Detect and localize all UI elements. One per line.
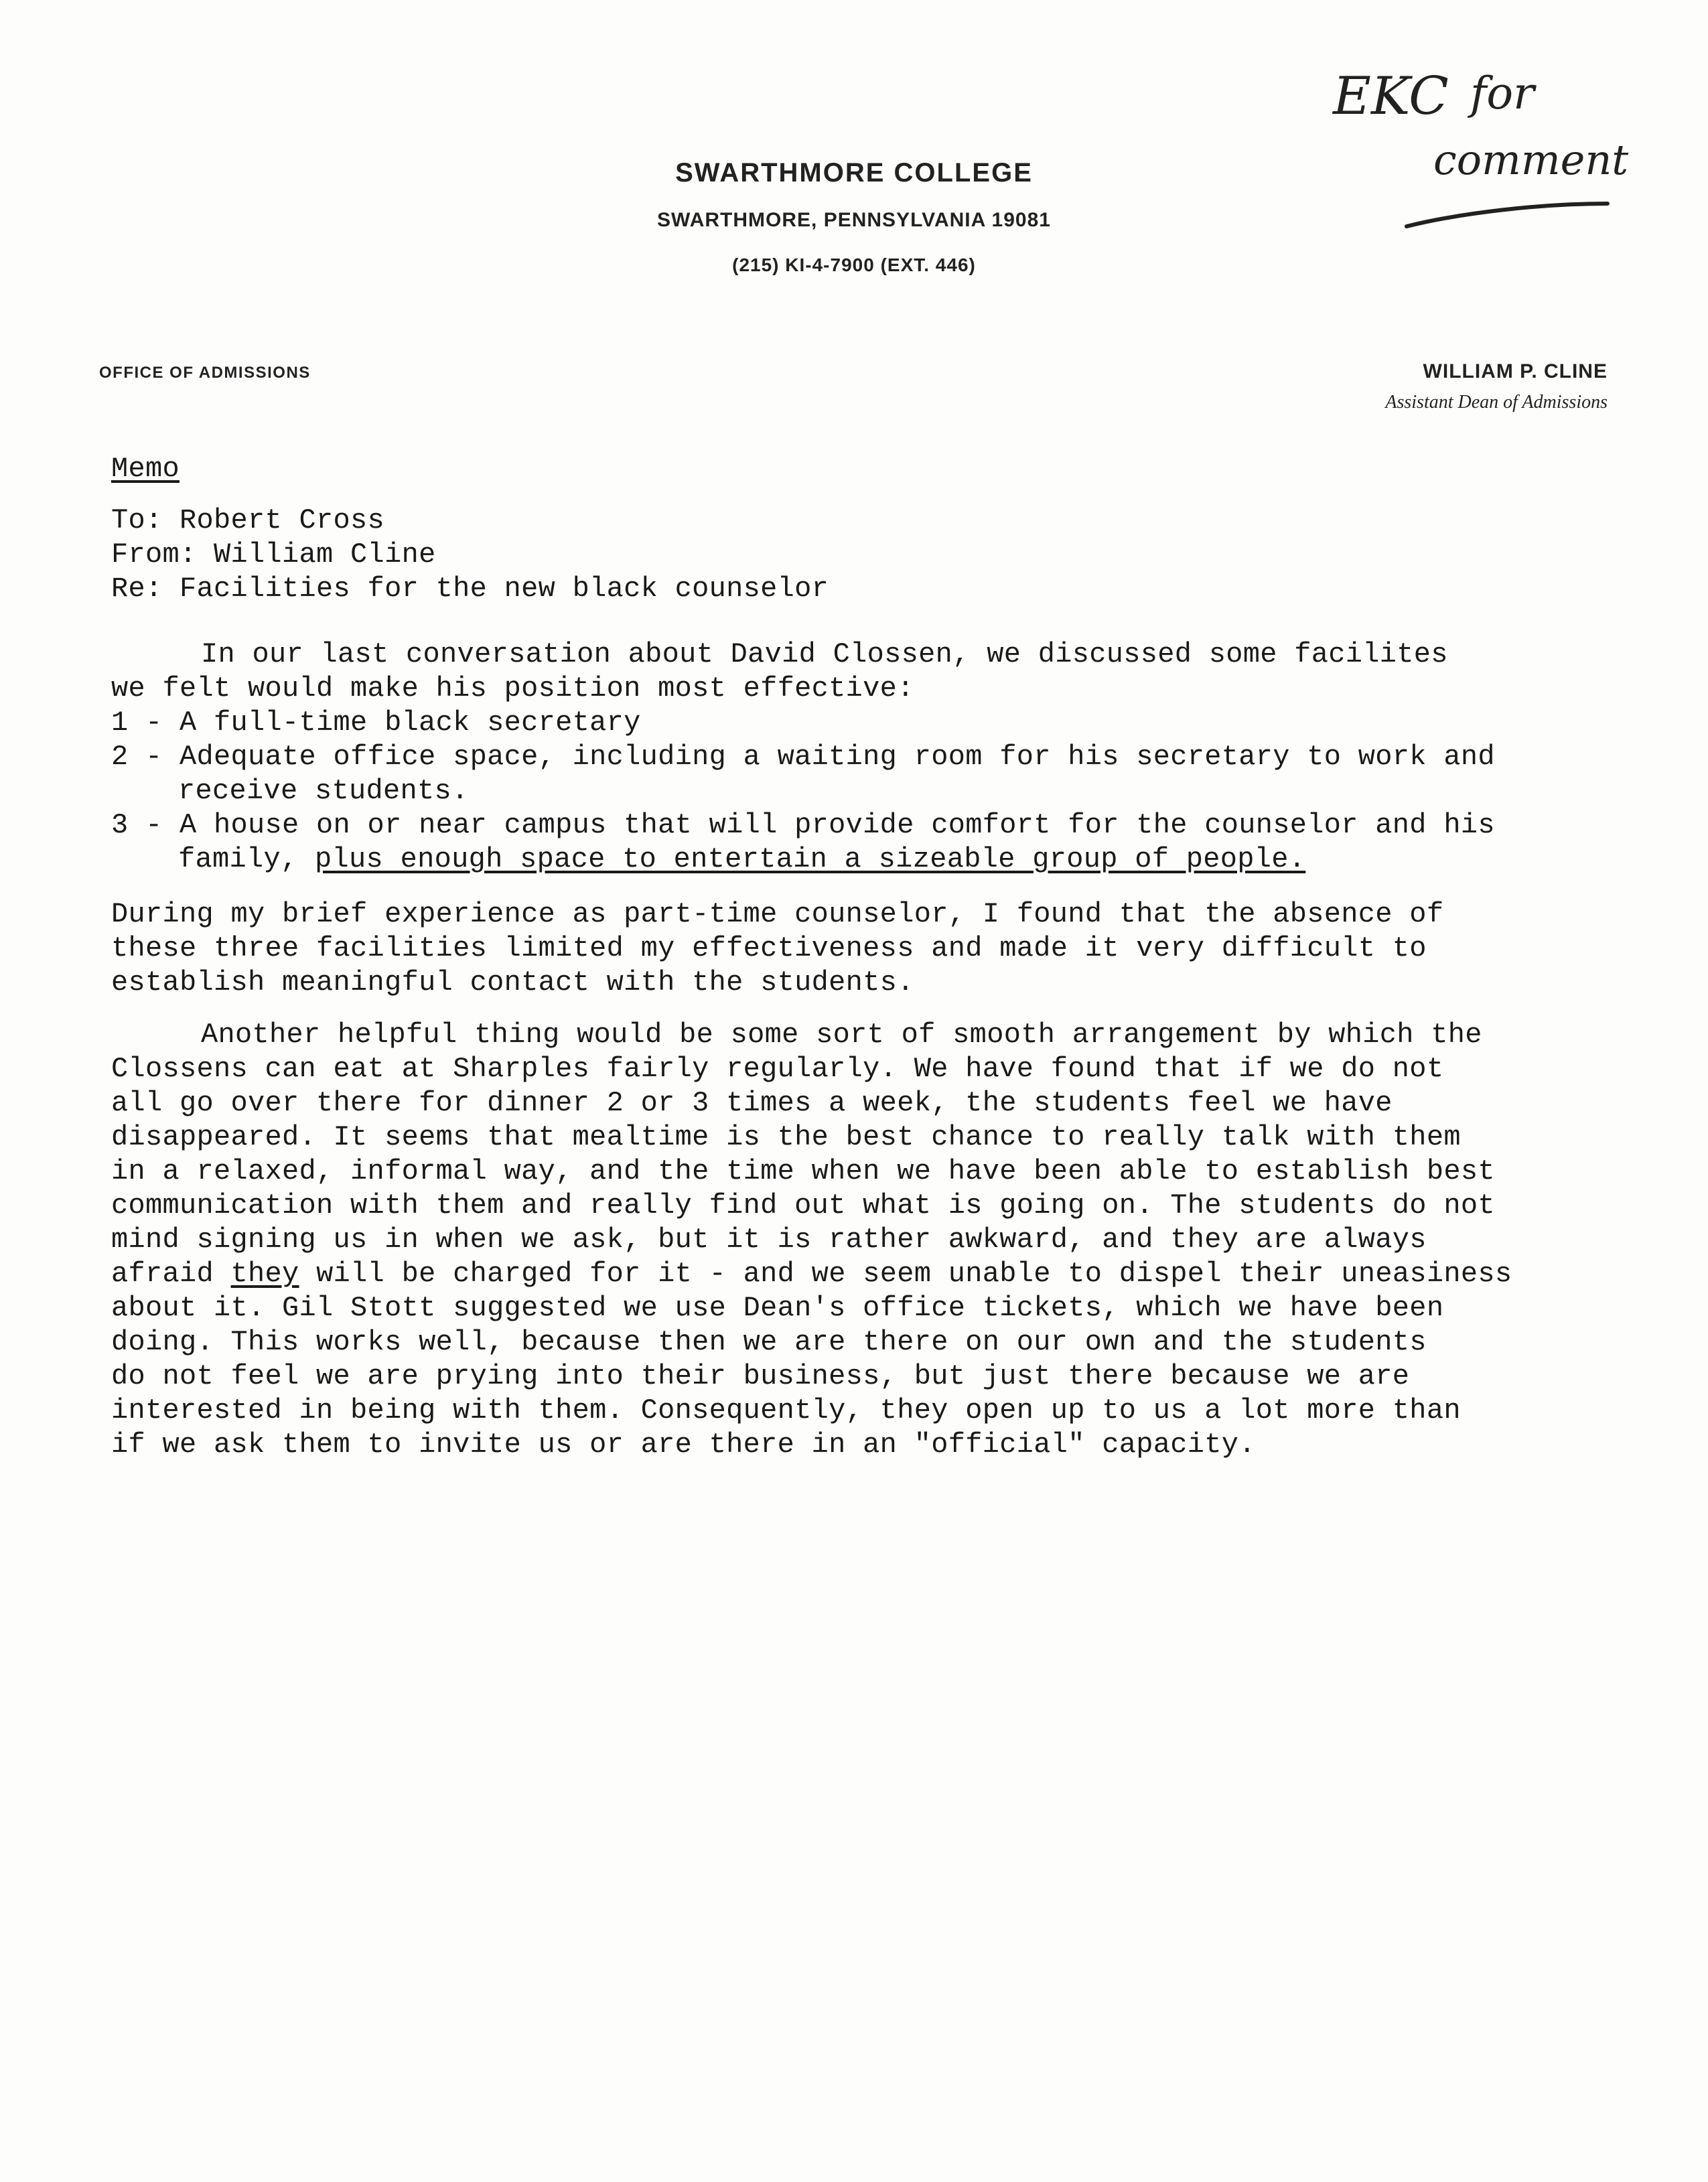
memo-to: To: Robert Cross: [111, 504, 385, 536]
list-item-continuation: receive students.: [178, 775, 469, 807]
text-line: about it. Gil Stott suggested we use Dean's office tickets, which we have been: [111, 1292, 1444, 1324]
text-line: During my brief experience as part-time counselor, I found that the absence of: [111, 898, 1444, 930]
office-name: OFFICE OF ADMISSIONS: [99, 364, 311, 382]
underlined-text: plus enough space to entertain a sizeable group of people.: [315, 843, 1306, 875]
text-line: [111, 1018, 1585, 1052]
text-line: doing. This works well, because then we are there on our own and the students: [111, 1326, 1427, 1358]
text-line: all go over there for dinner 2 or 3 times a week, the students feel we have: [111, 1087, 1393, 1119]
text-line: if we ask them to invite us or are there in an "official" capacity.: [111, 1429, 1256, 1461]
text-line: these three facilities limited my effectiveness and made it very difficult to: [111, 932, 1427, 964]
list-item: 3 - A house on or near campus that will provide comfort for the counselor and his: [111, 809, 1495, 841]
memo-heading: Memo: [111, 453, 180, 485]
text-line: [111, 1257, 1585, 1291]
underlined-text: they: [230, 1258, 299, 1290]
text-line: Clossens can eat at Sharples fairly regularly. We have found that if we do not: [111, 1053, 1444, 1085]
text-line: communication with them and really find out what is going on. The students do not: [111, 1189, 1495, 1222]
memo-from: From: William Cline: [111, 538, 436, 571]
paragraph-dining: [111, 1018, 1585, 1462]
memo-re: Re: Facilities for the new black counselor: [111, 573, 829, 605]
facilities-list: [111, 706, 1585, 877]
list-item-continuation: [111, 843, 1585, 877]
text-line: interested in being with them. Consequently, they open up to us a lot more than: [111, 1394, 1461, 1427]
text-line-content: Another helpful thing would be some sort of smooth arrangement by which the: [201, 1019, 1482, 1051]
signer-title: Assistant Dean of Admissions: [1385, 392, 1608, 413]
text-line: mind signing us in when we ask, but it is rather awkward, and they are always: [111, 1224, 1427, 1256]
text-fragment: will be charged for it - and we seem unable to dispel their uneasiness: [299, 1258, 1512, 1290]
text-fragment: afraid: [111, 1258, 231, 1290]
text-line: in a relaxed, informal way, and the time when we have been able to establish best: [111, 1155, 1495, 1187]
list-item: 1 - A full-time black secretary: [111, 707, 641, 739]
handwritten-initials: EKC: [1333, 66, 1449, 127]
paragraph-intro: [111, 638, 1585, 706]
college-address: SWARTHMORE, PENNSYLVANIA 19081: [657, 209, 1051, 231]
handwritten-note-for: for: [1470, 68, 1535, 119]
text-line: do not feel we are prying into their business, but just there because we are: [111, 1360, 1410, 1392]
college-phone: (215) KI-4-7900 (EXT. 446): [732, 254, 976, 275]
text-line: [111, 638, 1585, 672]
handwritten-note-comment: comment: [1433, 135, 1629, 184]
text-line-content: In our last conversation about David Clossen, we discussed some facilites: [201, 638, 1448, 670]
text-line: establish meaningful contact with the students.: [111, 966, 914, 999]
text-line: disappeared. It seems that mealtime is the best chance to really talk with them: [111, 1121, 1461, 1153]
text-fragment: family,: [178, 843, 315, 875]
signer-name: WILLIAM P. CLINE: [1423, 360, 1608, 382]
paragraph-experience: [111, 897, 1585, 1000]
list-item: 2 - Adequate office space, including a waiting room for his secretary to work and: [111, 741, 1495, 773]
college-name: SWARTHMORE COLLEGE: [675, 158, 1033, 188]
text-line: we felt would make his position most effective:: [111, 672, 914, 705]
